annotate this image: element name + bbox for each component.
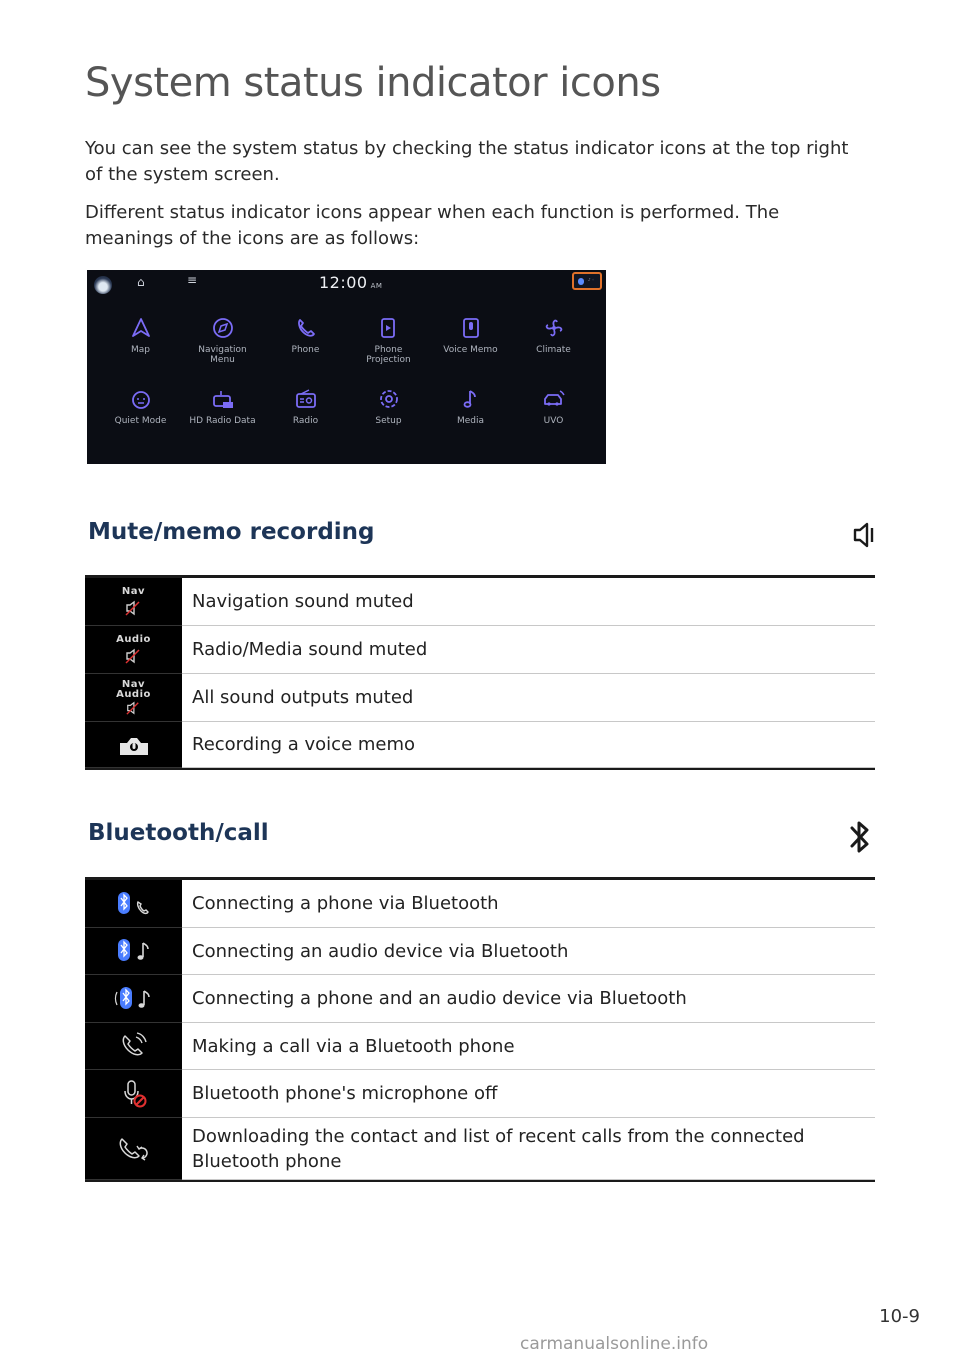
table-row	[85, 578, 875, 626]
bluetooth-phone-icon	[85, 880, 182, 928]
table-row	[85, 880, 875, 928]
intro-paragraph-1: You can see the system status by checking the status indicator icons at the top right of the system screen.	[85, 138, 849, 185]
microphone-off-icon	[85, 1070, 182, 1118]
tile-quiet-mode[interactable]: Quiet Mode	[99, 387, 182, 426]
table-row	[85, 722, 875, 768]
music-note-icon	[459, 387, 483, 411]
table-row	[85, 626, 875, 674]
nav-muted-icon: Nav	[85, 578, 182, 626]
fan-icon	[542, 316, 566, 340]
table-row	[85, 1023, 875, 1070]
audio-muted-icon: Audio	[85, 626, 182, 674]
menu-icon[interactable]: ≡	[187, 273, 198, 287]
table-row	[85, 975, 875, 1023]
tile-climate[interactable]: Climate	[512, 316, 595, 355]
quiet-mode-icon	[129, 387, 153, 411]
row-description: Downloading the contact and list of recent calls from the connected Bluetooth phone	[182, 1118, 875, 1180]
connected-car-icon	[542, 387, 566, 411]
page-number: 10-9	[879, 1306, 920, 1327]
hd-radio-icon	[211, 387, 235, 411]
row-description: Making a call via a Bluetooth phone	[182, 1023, 875, 1070]
phone-icon	[294, 316, 318, 340]
bluetooth-call-icon	[85, 1023, 182, 1070]
page-title: System status indicator icons	[85, 60, 661, 106]
section-title-bluetooth: Bluetooth/call	[88, 820, 269, 846]
microphone-icon	[459, 316, 483, 340]
navigation-arrow-icon	[129, 316, 153, 340]
row-description: All sound outputs muted	[182, 674, 875, 722]
tile-map[interactable]: Map	[99, 316, 182, 355]
home-icon[interactable]: ⌂	[137, 275, 145, 289]
watermark: carmanualsonline.info	[520, 1334, 709, 1354]
section-title-mute: Mute/memo recording	[88, 519, 375, 545]
tile-setup[interactable]: Setup	[347, 387, 430, 426]
phone-projection-icon	[377, 316, 401, 340]
tile-media[interactable]: Media	[429, 387, 512, 426]
mute-indicator-table	[85, 575, 875, 770]
table-row	[85, 674, 875, 722]
tile-voice-memo[interactable]: Voice Memo	[429, 316, 512, 355]
tile-phone[interactable]: Phone	[264, 316, 347, 355]
speaker-mute-icon	[851, 519, 877, 551]
row-description: Recording a voice memo	[182, 722, 875, 768]
row-description: Connecting a phone via Bluetooth	[182, 880, 875, 928]
tile-hd-radio-data[interactable]: HD Radio Data	[181, 387, 264, 426]
table-row	[85, 928, 875, 975]
row-description: Navigation sound muted	[182, 578, 875, 626]
tile-navigation-menu[interactable]: Navigation Menu	[181, 316, 264, 365]
intro-paragraph-2: Different status indicator icons appear when each function is performed. The meanings of the icons are as follows:	[85, 202, 780, 249]
tile-radio[interactable]: Radio	[264, 387, 347, 426]
table-row	[85, 1118, 875, 1180]
voice-memo-recording-icon	[85, 722, 182, 768]
all-muted-icon: Nav Audio	[85, 674, 182, 722]
status-indicator-area: ♪ ◦	[572, 272, 602, 290]
home-screen-screenshot	[87, 270, 606, 464]
clock: 12:00 AM	[319, 273, 383, 292]
radio-icon	[294, 387, 318, 411]
bluetooth-phone-audio-icon	[85, 975, 182, 1023]
gear-icon	[377, 387, 401, 411]
tile-uvo[interactable]: UVO	[512, 387, 595, 426]
row-description: Bluetooth phone's microphone off	[182, 1070, 875, 1118]
page-indicator	[329, 456, 368, 464]
contacts-download-icon	[85, 1118, 182, 1180]
bluetooth-audio-icon	[85, 928, 182, 975]
bluetooth-indicator-table	[85, 877, 875, 1182]
table-row	[85, 1070, 875, 1118]
bluetooth-icon	[578, 278, 584, 285]
row-description: Connecting a phone and an audio device via Bluetooth	[182, 975, 875, 1023]
compass-icon	[211, 316, 235, 340]
tile-phone-projection[interactable]: Phone Projection	[347, 316, 430, 365]
row-description: Radio/Media sound muted	[182, 626, 875, 674]
bluetooth-icon	[844, 819, 876, 855]
logo-icon	[94, 276, 112, 294]
row-description: Connecting an audio device via Bluetooth	[182, 928, 875, 975]
